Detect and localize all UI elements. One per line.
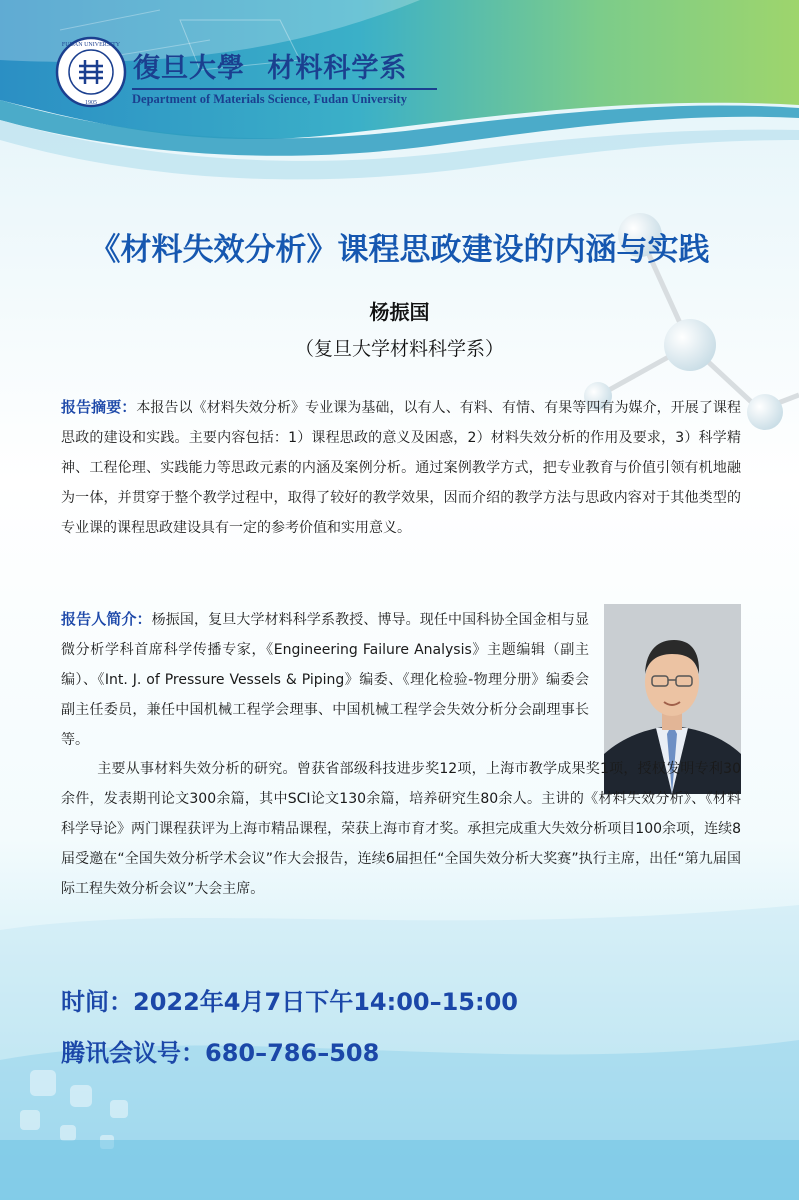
- brand-divider: [132, 88, 437, 90]
- speaker-name: 杨振国: [369, 300, 430, 324]
- abstract-text: 本报告以《材料失效分析》专业课为基础，以有人、有料、有情、有果等四有为媒介，开展了课程思政的建设和实践。主要内容包括：1）课程思政的意义及困惑，2）材料失效分析的作用及要求，3）科学精神、工程伦理、实践能力等思政元素的内涵及案例分析。通过案例教学方式，把专业教育与价值引领有机地融为一体，并贯穿于整个教学过程中，取得了较好的教学效果，因而介绍的教学方法与思政内容对于其他类型的专业课的课程思政建设具有一定的参考价值和实用意义。: [61, 400, 741, 536]
- department-brand-cn: [133, 46, 407, 85]
- bio-text-part1: 杨振国，复旦大学材料科学系教授、博导。现任中国科协全国金相与显微分析学科首席科学传播专家，《Engineering Failure Analysis》主题编辑（副主编）、《Int. J. of Pressure Vessels & Piping》编委、《理化检验-物理分册》编委会副主任委员，兼任中国机械工程学会理事、中国机械工程学会失效分析分会副理事长等。: [61, 612, 589, 748]
- abstract-section: [61, 392, 741, 543]
- bio-section-continued: [61, 754, 741, 904]
- speaker-affiliation: （复旦大学材料科学系）: [294, 338, 504, 360]
- fudan-seal-logo: [55, 36, 127, 108]
- department-name-cn: 材料科学系: [267, 53, 408, 84]
- talk-title: 《材料失效分析》课程思政建设的内涵与实践: [89, 232, 710, 268]
- bio-text-part2: 主要从事材料失效分析的研究。曾获省部级科技进步奖12项，上海市教学成果奖1项，授权发明专利30余件，发表期刊论文300余篇，其中SCI论文130余篇，培养研究生80余人。主讲的《材料失效分析》、《材料科学导论》两门课程获评为上海市精品课程，荣获上海市育才奖。承担完成重大失效分析项目100余项，连续8届受邀在“全国失效分析学术会议”作大会报告，连续6届担任“全国失效分析大奖赛”执行主席，出任“第九届国际工程失效分析会议”大会主席。: [61, 761, 741, 897]
- bio-label: 报告人简介：: [61, 610, 152, 628]
- bio-section: [61, 604, 589, 755]
- meeting-id: 腾讯会议号：680–786–508: [61, 1039, 380, 1067]
- abstract-label: 报告摘要：: [61, 398, 137, 416]
- university-name-cn: 復旦大學: [133, 53, 245, 84]
- seal-text: FUDAN UNIVERSITY: [61, 42, 121, 48]
- event-time: 时间：2022年4月7日下午14:00–15:00: [61, 988, 518, 1016]
- seal-year: 1905: [85, 100, 97, 106]
- department-name-en: Department of Materials Science, Fudan University: [132, 92, 407, 106]
